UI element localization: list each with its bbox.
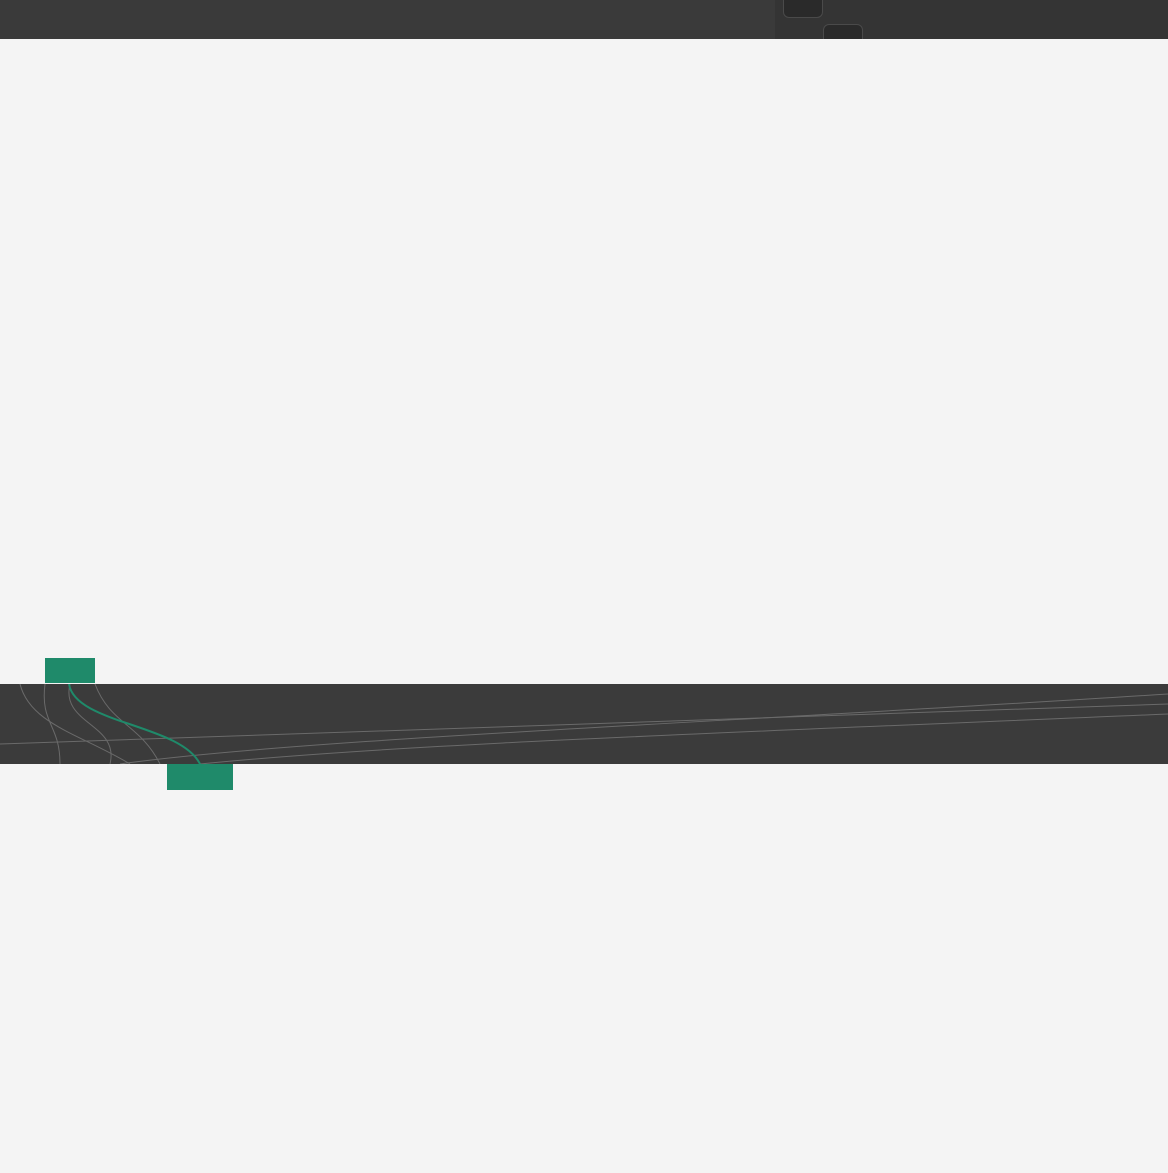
- link-band: [0, 684, 1168, 764]
- column-header-edgetype[interactable]: [233, 764, 325, 790]
- window-titlebar: [0, 0, 1168, 39]
- edges-table: [0, 764, 330, 790]
- column-header-edgeid[interactable]: [44, 764, 101, 790]
- movies-table-header: [0, 657, 1168, 683]
- column-header-tagline[interactable]: [99, 657, 1168, 683]
- background-panel: [775, 0, 1168, 39]
- column-link-curves: [0, 684, 1168, 764]
- background-button: [823, 24, 863, 39]
- column-header-id[interactable]: [45, 658, 95, 683]
- column-header-targetid[interactable]: [167, 764, 233, 790]
- active-link: [69, 684, 200, 764]
- column-header-sourceid[interactable]: [101, 764, 167, 790]
- edges-table-header: [0, 764, 330, 790]
- background-button: [783, 0, 823, 18]
